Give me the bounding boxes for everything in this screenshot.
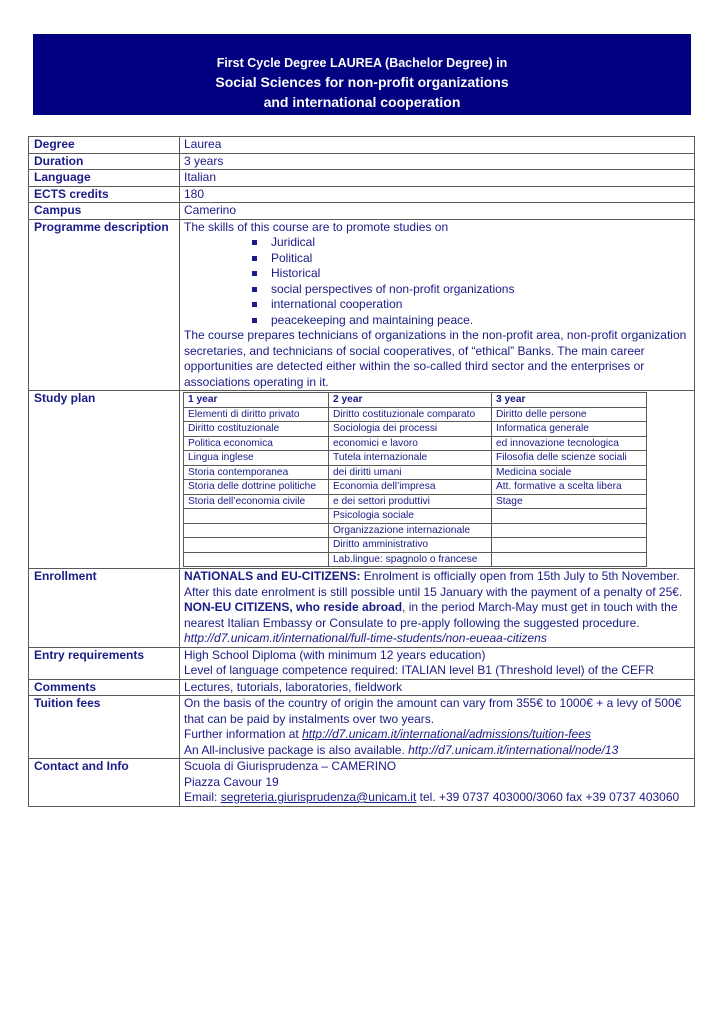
campus-value: Camerino xyxy=(180,203,695,220)
skill-item: Political xyxy=(252,251,691,267)
study-plan-cell-year-2: Diritto costituzionale comparato xyxy=(329,407,492,422)
contact-label: Contact and Info xyxy=(29,759,180,807)
tuition-fees-link[interactable]: http://d7.unicam.it/international/admissions/tuition-fees xyxy=(302,727,591,741)
comments-label: Comments xyxy=(29,679,180,696)
study-plan-row xyxy=(184,494,647,509)
row-tuition xyxy=(29,696,695,759)
study-plan-cell-year-3 xyxy=(492,538,647,553)
study-plan-cell-year-1 xyxy=(184,523,329,538)
skill-item: Juridical xyxy=(252,235,691,251)
study-plan-cell-year-1: Storia dell’economia civile xyxy=(184,494,329,509)
study-plan-cell-year-2: Diritto amministrativo xyxy=(329,538,492,553)
study-plan-cell-year-2: dei diritti umani xyxy=(329,465,492,480)
study-plan-row xyxy=(184,407,647,422)
study-plan-cell-year-1: Politica economica xyxy=(184,436,329,451)
study-plan-row xyxy=(184,465,647,480)
row-entry-requirements xyxy=(29,647,695,679)
study-plan-cell-year-1: Storia delle dottrine politiche xyxy=(184,480,329,495)
study-plan-cell-year-3 xyxy=(492,523,647,538)
phone-fax: tel. +39 0737 403000/3060 fax +39 0737 403060 xyxy=(416,790,680,804)
degree-label: Degree xyxy=(29,137,180,154)
non-eu-link[interactable]: http://d7.unicam.it/international/full-time-students/non-eueaa-citizens xyxy=(184,631,547,645)
entry-label: Entry requirements xyxy=(29,647,180,679)
skill-item: peacekeeping and maintaining peace. xyxy=(252,313,691,329)
study-plan-row xyxy=(184,436,647,451)
study-plan-cell-year-1: Elementi di diritto privato xyxy=(184,407,329,422)
nationals-text: Enrolment is officially open from 15th July to 5th November. After this date enrolment is still possible until 15 January with the payment of a penalty of 25€. xyxy=(184,569,683,599)
study-plan-row xyxy=(184,509,647,524)
study-plan-row xyxy=(184,480,647,495)
study-plan-table xyxy=(183,392,647,567)
study-plan-cell-year-2: Lab.lingue: spagnolo o francese xyxy=(329,552,492,567)
comments-value: Lectures, tutorials, laboratories, fieldwork xyxy=(180,679,695,696)
study-plan-cell-year-1: Diritto costituzionale xyxy=(184,422,329,437)
row-programme xyxy=(29,219,695,391)
enrollment-non-eu xyxy=(184,600,691,631)
package-text: An All-inclusive package is also available. xyxy=(184,742,409,757)
programme-value xyxy=(180,219,695,391)
title-line-1: First Cycle Degree LAUREA (Bachelor Degree) in xyxy=(216,56,508,70)
study-plan-cell-year-3 xyxy=(492,509,647,524)
language-label: Language xyxy=(29,170,180,187)
study-plan-row xyxy=(184,422,647,437)
tuition-line-1: On the basis of the country of origin the amount can vary from 355€ to 1000€ + a levy of 500€ that can be paid by instalments over two years. xyxy=(184,696,682,726)
tuition-line-2 xyxy=(184,727,691,743)
study-plan-cell-year-1: Lingua inglese xyxy=(184,451,329,466)
entry-value xyxy=(180,647,695,679)
study-plan-cell-year-3: ed innovazione tecnologica xyxy=(492,436,647,451)
study-plan-row xyxy=(184,538,647,553)
skill-item: international cooperation xyxy=(252,297,691,313)
contact-line-3 xyxy=(184,790,691,806)
row-contact xyxy=(29,759,695,807)
study-plan-row xyxy=(184,451,647,466)
study-plan-cell-year-2: Sociologia dei processi xyxy=(329,422,492,437)
non-eu-text: , in the period March-May must get in touch with the nearest Italian Embassy or Consulate to pre-apply following the suggested procedure. xyxy=(184,600,678,630)
study-plan-cell-year-2: e dei settori produttivi xyxy=(329,494,492,509)
study-plan-header-row xyxy=(184,393,647,408)
year-1-header: 1 year xyxy=(184,393,329,408)
title-banner xyxy=(33,34,691,115)
contact-line-1: Scuola di Giurisprudenza – CAMERINO xyxy=(184,759,397,773)
entry-line-1: High School Diploma (with minimum 12 years education) xyxy=(184,647,486,662)
campus-label: Campus xyxy=(29,203,180,220)
row-comments xyxy=(29,679,695,696)
skills-list xyxy=(184,235,691,328)
year-2-header: 2 year xyxy=(329,393,492,408)
email-link[interactable]: segreteria.giurisprudenza@unicam.it xyxy=(220,790,417,804)
programme-intro: The skills of this course are to promote studies on xyxy=(184,219,449,234)
study-plan-cell-year-1 xyxy=(184,552,329,567)
study-plan-cell-year-2: Tutela internazionale xyxy=(329,451,492,466)
study-plan-cell-year-1 xyxy=(184,509,329,524)
study-plan-row xyxy=(184,523,647,538)
study-plan-cell-year-3: Diritto delle persone xyxy=(492,407,647,422)
duration-value: 3 years xyxy=(180,153,695,170)
row-campus xyxy=(29,203,695,220)
study-plan-row xyxy=(184,552,647,567)
study-plan-value xyxy=(180,391,695,569)
skill-item: social perspectives of non-profit organizations xyxy=(252,282,691,298)
study-plan-cell-year-3: Informatica generale xyxy=(492,422,647,437)
title-line-2: Social Sciences for non-profit organizations xyxy=(215,74,509,90)
ects-label: ECTS credits xyxy=(29,186,180,203)
programme-text: The course prepares technicians of organizations in the non-profit area, non-profit organization secretaries, and technicians of social cooperatives, of “ethical” Banks. The main career opportunities are detected either within the so-called third sector and the enterprises or associations operating in it. xyxy=(184,328,687,389)
study-plan-cell-year-3 xyxy=(492,552,647,567)
title-line-3: and international cooperation xyxy=(263,94,461,110)
tuition-line-3 xyxy=(184,743,691,759)
study-plan-cell-year-3: Att. formative a scelta libera xyxy=(492,480,647,495)
row-enrollment xyxy=(29,569,695,648)
study-plan-label: Study plan xyxy=(29,391,180,569)
row-degree xyxy=(29,137,695,154)
nationals-heading: NATIONALS and EU-CITIZENS: xyxy=(184,569,361,583)
contact-value xyxy=(180,759,695,807)
programme-label: Programme description xyxy=(29,219,180,391)
degree-info-table xyxy=(28,136,695,807)
enrollment-label: Enrollment xyxy=(29,569,180,648)
enrollment-nationals xyxy=(184,569,691,600)
row-duration xyxy=(29,153,695,170)
degree-value: Laurea xyxy=(180,137,695,154)
enrollment-value xyxy=(180,569,695,648)
study-plan-cell-year-3: Stage xyxy=(492,494,647,509)
entry-line-2: Level of language competence required: ITALIAN level B1 (Threshold level) of the CEFR xyxy=(184,663,655,677)
ects-value: 180 xyxy=(180,186,695,203)
email-label: Email: xyxy=(184,790,221,804)
language-value: Italian xyxy=(180,170,695,187)
non-eu-heading: NON-EU CITIZENS, who reside abroad xyxy=(184,600,403,614)
study-plan-cell-year-3: Filosofia delle scienze sociali xyxy=(492,451,647,466)
study-plan-cell-year-1 xyxy=(184,538,329,553)
study-plan-cell-year-2: Economia dell’impresa xyxy=(329,480,492,495)
year-3-header: 3 year xyxy=(492,393,647,408)
tuition-value xyxy=(180,696,695,759)
skill-item: Historical xyxy=(252,266,691,282)
study-plan-cell-year-2: Organizzazione internazionale xyxy=(329,523,492,538)
study-plan-cell-year-2: economici e lavoro xyxy=(329,436,492,451)
row-language xyxy=(29,170,695,187)
study-plan-cell-year-2: Psicologia sociale xyxy=(329,509,492,524)
tuition-label: Tuition fees xyxy=(29,696,180,759)
duration-label: Duration xyxy=(29,153,180,170)
row-ects xyxy=(29,186,695,203)
study-plan-cell-year-1: Storia contemporanea xyxy=(184,465,329,480)
contact-line-2: Piazza Cavour 19 xyxy=(184,774,279,789)
package-link[interactable]: http://d7.unicam.it/international/node/13 xyxy=(408,742,619,757)
row-study-plan xyxy=(29,391,695,569)
study-plan-cell-year-3: Medicina sociale xyxy=(492,465,647,480)
tuition-info-text: Further information at xyxy=(184,727,303,741)
